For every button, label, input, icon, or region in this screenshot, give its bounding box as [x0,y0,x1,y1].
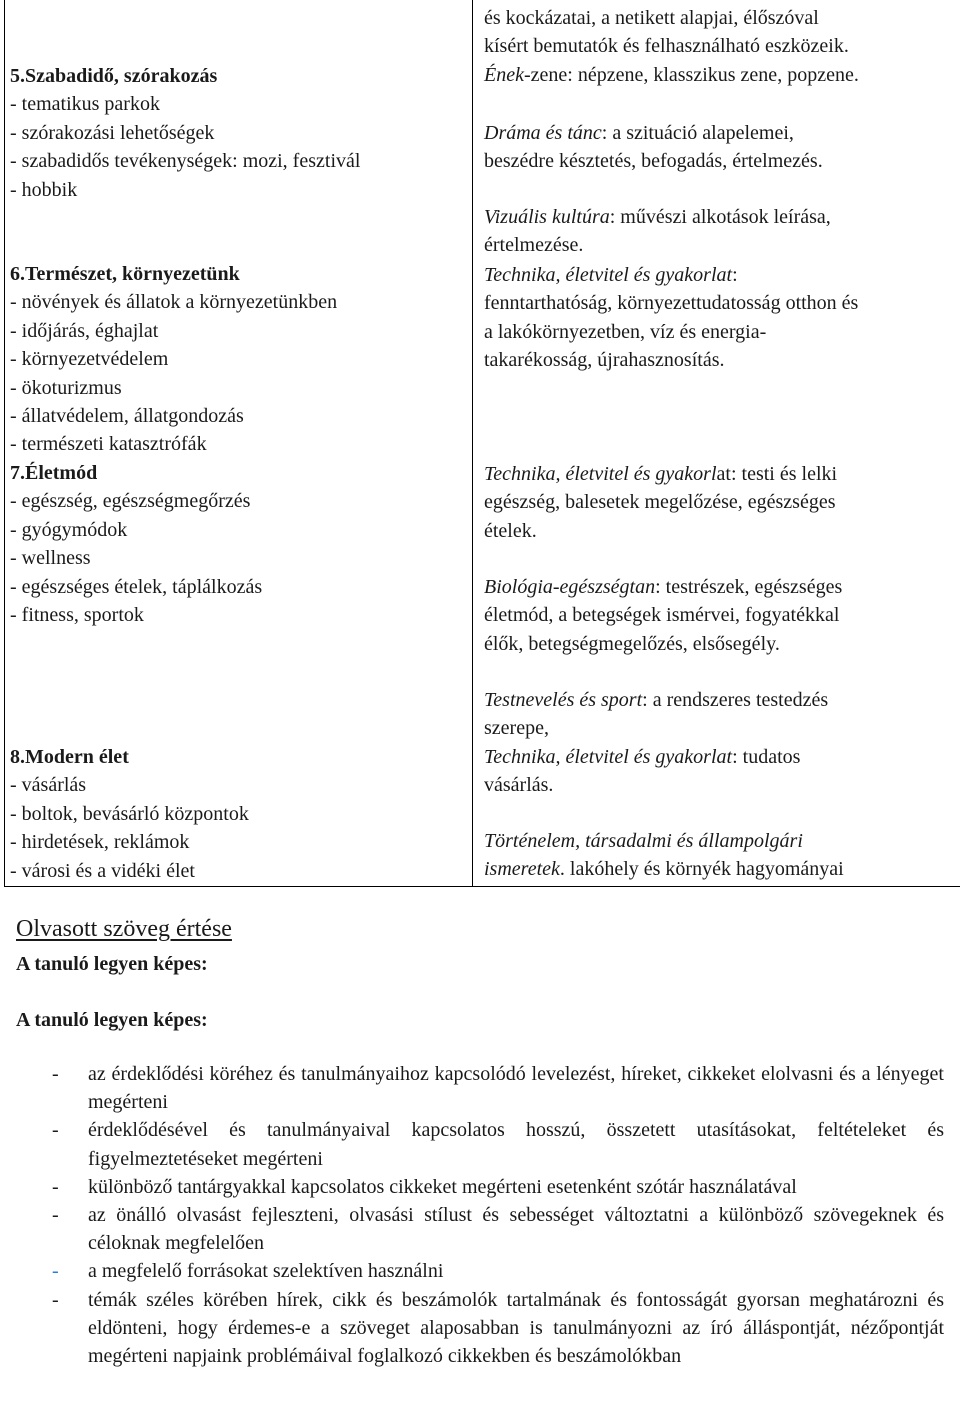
dash-bullet: - [52,1175,59,1198]
reading-subtitle: A tanuló legyen képes: [16,953,208,975]
list-item: - fitness, sportok [10,604,144,627]
section-title: 7.Életmód [10,462,98,484]
subject-text: : [732,264,738,286]
subject-text: : tudatos [732,745,801,768]
section-title: 5.Szabadidő, szórakozás [10,65,218,87]
reading-section-title: Olvasott szöveg értése [16,916,232,942]
dash-bullet: - [52,1119,59,1142]
list-item: - városi és a vidéki élet [10,859,195,882]
list-item: - növények és állatok a környezetünkben [10,291,338,314]
text-line: kísért bemutatók és felhasználható eszközeik. [484,35,849,58]
text-line: takarékosság, újrahasznosítás. [484,349,725,372]
list-item-text: témák széles körében hírek, cikk és beszámolók tartalmának és fontosságát gyorsan meghatározni és eldönteni, hogy érdemes-e a szöveget alaposabban is tanulmányozni az író álláspontját, nézőpontját megérteni napjaink problémáival foglalkozó cikkekben és beszámolókban [88,1288,944,1368]
list-item-text: az érdeklődési köréhez és tanulmányaihoz kapcsolódó levelezést, híreket, cikkeket elolvasni és a lényeget megérteni [88,1063,944,1114]
testneveles-block [484,686,828,800]
section-8 [10,743,249,885]
dash-bullet: - [52,1260,59,1283]
subject-name: Biológia-egészségtan [484,576,656,598]
section-title: 8.Modern élet [10,746,129,768]
subject-name: Történelem, társadalmi és állampolgári [484,830,803,852]
list-item: - ökoturizmus [10,376,122,399]
dash-bullet: - [52,1204,59,1227]
technika-block-2 [484,460,837,545]
subject-text: : a rendszeres testedzés [642,689,829,711]
list-item [52,1173,944,1201]
list-item: - vásárlás [10,774,87,797]
subject-name: Testnevelés és sport [484,689,643,711]
text-line: és kockázatai, a netikett alapjai, élőszóval [484,7,819,29]
text-line: vásárlás. [484,774,554,797]
text-line: ételek. [484,519,537,542]
list-item: - állatvédelem, állatgondozás [10,405,244,428]
list-item: - tematikus parkok [10,93,160,116]
list-item: - szórakozási lehetőségek [10,121,215,144]
table-column-divider [472,0,473,886]
list-item: - wellness [10,547,91,570]
subject-text: : művészi alkotások leírása, [609,206,831,228]
text-line: beszédre késztetés, befogadás, értelmezés. [484,150,823,173]
list-item [52,1257,944,1285]
drama-block [484,119,823,176]
vizualis-block [484,203,831,260]
text-line: életmód, a betegségek ismérvei, fogyatékkal [484,604,840,627]
text-line: értelmezése. [484,234,584,257]
subject-name: Vizuális kultúra [484,206,610,228]
list-item [52,1201,944,1257]
section-5 [10,62,360,204]
text-line: fenntarthatóság, környezettudatosság otthon és [484,292,859,315]
list-item [52,1116,944,1172]
list-item-text: a megfelelő forrásokat szelektíven használni [88,1260,444,1283]
section-6 [10,260,337,459]
subject-name: ismeretek [484,858,560,881]
list-item: - egészség, egészségmegőrzés [10,490,251,513]
dash-bullet: - [52,1288,59,1311]
text-line: a lakókörnyezetben, víz és energia- [484,320,767,343]
list-item: - hobbik [10,178,78,201]
list-item [52,1286,944,1371]
enek-line [484,61,859,89]
text-line: szerepe, [484,717,549,740]
list-item: - boltok, bevásárló központok [10,802,249,825]
list-item: - hirdetések, reklámok [10,831,190,854]
subject-text: . lakóhely és környék hagyományai [559,858,844,881]
reading-skills-list [52,1060,944,1370]
list-item: - szabadidős tevékenységek: mozi, fesztivál [10,150,361,173]
subject-name: Technika, életvitel és gyakorl [484,463,717,485]
subject-text: : a szituáció alapelemei, [601,122,794,144]
reading-subtitle: A tanuló legyen képes: [16,1009,208,1031]
technika-block-1 [484,261,858,375]
text-line: élők, betegségmegelőzés, elsősegély. [484,632,780,655]
list-item: - környezetvédelem [10,348,169,371]
list-item [52,1060,944,1116]
subject-text: -zene: népzene, klasszikus zene, popzene. [523,63,859,86]
section-title: 6.Természet, környezetünk [10,263,240,285]
biologia-block [484,573,842,658]
digital-intro [484,4,859,89]
subject-text: at: testi és lelki [716,463,838,485]
list-item-text: az önálló olvasást fejleszteni, olvasási stílust és sebességet változtatni a különböző szövegeknek és céloknak megfelelően [88,1204,944,1255]
list-item: - egészséges ételek, táplálkozás [10,575,263,598]
text-line: egészség, balesetek megelőzése, egészséges [484,491,836,514]
subject-name: Technika, életvitel és gyakorlat [484,264,733,286]
list-item: - időjárás, éghajlat [10,319,159,342]
list-item: - természeti katasztrófák [10,433,207,456]
list-item: - gyógymódok [10,518,128,541]
list-item-text: érdeklődésével és tanulmányaival kapcsolatos hosszú, összetett utasításokat, feltételeket és figyelmeztetéseket megérteni [88,1119,944,1170]
dash-bullet: - [52,1063,59,1085]
subject-name: Technika, életvitel és gyakorlat [484,745,733,768]
section-7 [10,459,262,629]
tortenelem-block [484,827,844,884]
subject-name: Dráma és tánc [484,122,602,144]
list-item-text: különböző tantárgyakkal kapcsolatos cikkeket megérteni esetenként szótár használatával [88,1175,797,1198]
subject-name: Ének [484,63,524,86]
subject-text: : testrészek, egészséges [655,576,843,598]
